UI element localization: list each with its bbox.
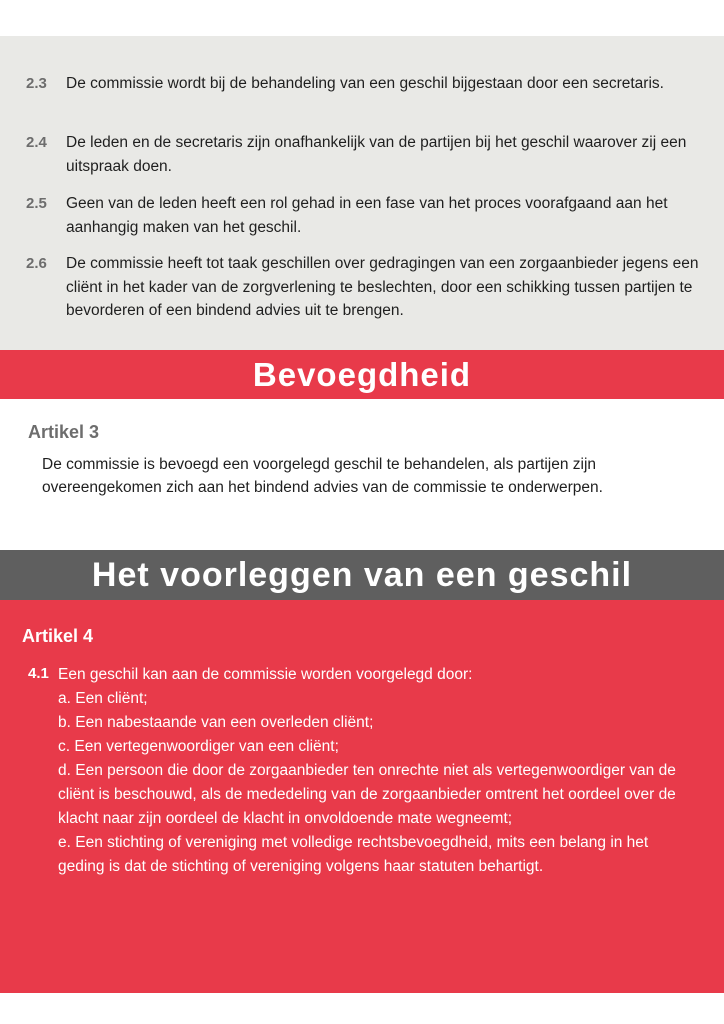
option-a: a. Een cliënt; — [58, 690, 148, 707]
clause-2-4 — [26, 131, 706, 178]
clause-2-6 — [26, 252, 706, 323]
article-3-text: De commissie is bevoegd een voorgelegd geschil te behandelen, als partijen zijn overeengekomen zich aan het bindend advies van de commissie te onderwerpen. — [42, 456, 603, 496]
article-4-title: Artikel 4 — [22, 626, 94, 646]
clause-number: 2.6 — [26, 255, 47, 272]
clause-text: De commissie heeft tot taak geschillen over gedragingen van een zorgaanbieder jegens een cliënt in het kader van de zorgverlening te beslechten, door een schikking tussen partijen te bevorderen of een bindend advies uit te brengen. — [66, 255, 699, 319]
clause-number: 2.4 — [26, 134, 47, 151]
bevoegdheid-heading: Bevoegdheid — [0, 350, 724, 399]
clause-text: De leden en de secretaris zijn onafhankelijk van de partijen bij het geschil waarover zij een uitspraak doen. — [66, 134, 687, 175]
clause-text: De commissie wordt bij de behandeling van een geschil bijgestaan door een secretaris. — [66, 75, 664, 92]
clause-number: 2.5 — [26, 195, 47, 212]
article-2-section — [0, 36, 724, 350]
article-4-section — [0, 600, 724, 993]
option-b: b. Een nabestaande van een overleden cliënt; — [58, 714, 374, 731]
clause-2-3 — [26, 72, 706, 96]
clause-4-1 — [58, 663, 698, 879]
clause-number: 2.3 — [26, 75, 47, 92]
article-3-title: Artikel 3 — [28, 422, 100, 442]
voorleggen-heading: Het voorleggen van een geschil — [0, 550, 724, 600]
option-e: e. Een stichting of vereniging met volledige rechtsbevoegdheid, mits een belang in het geding is dat de stichting of vereniging volgens haar statuten behartigt. — [58, 834, 649, 875]
clause-text: Geen van de leden heeft een rol gehad in een fase van het proces voorafgaand aan het aanhangig maken van het geschil. — [66, 195, 668, 236]
option-c: c. Een vertegenwoordiger van een cliënt; — [58, 738, 339, 755]
option-d: d. Een persoon die door de zorgaanbieder ten onrechte niet als vertegenwoordiger van de cliënt is beschouwd, als de mededeling van de zorgaanbieder omtrent het oordeel over de klacht naar zijn oordeel de klacht in onvoldoende mate wegneemt; — [58, 762, 676, 827]
clause-lead: Een geschil kan aan de commissie worden voorgelegd door: — [58, 666, 473, 683]
clause-2-5 — [26, 192, 706, 239]
clause-number: 4.1 — [28, 665, 49, 682]
